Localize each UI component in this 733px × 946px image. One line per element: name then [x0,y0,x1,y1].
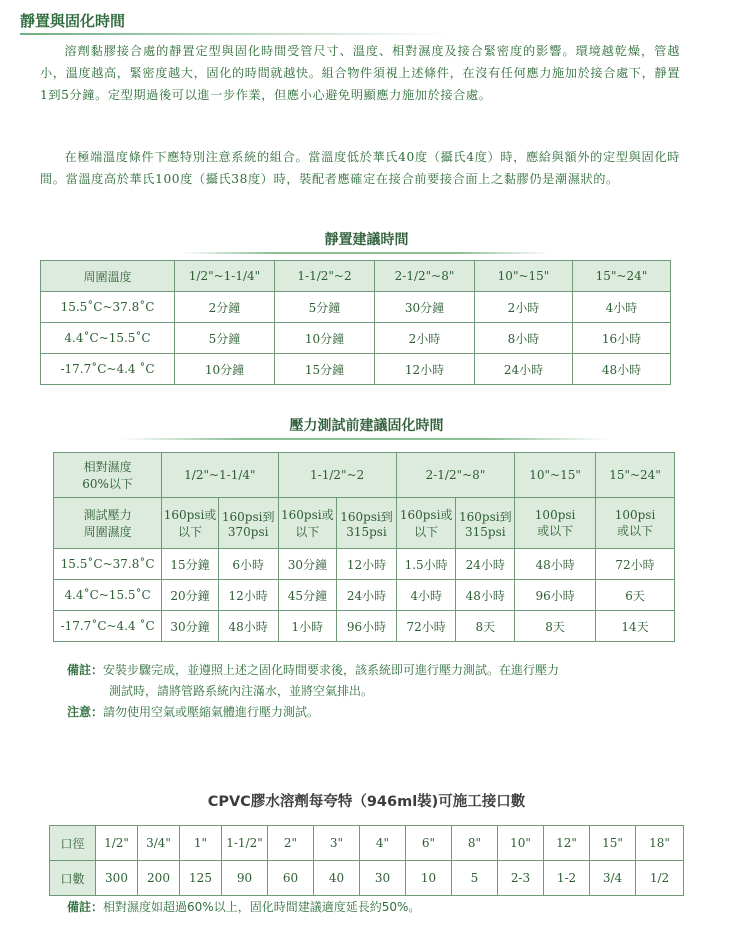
remark-note [67,660,687,723]
table2-cell: 48小時 [456,580,515,611]
table2-cell: 72小時 [396,611,456,642]
pressure-header: 160psi到 315psi [337,498,397,549]
size-cell: 4" [360,826,406,861]
table1-temp-cell: -17.7˚C~4.4 ˚C [41,354,175,385]
table2-cell: 30分鐘 [278,549,337,580]
table2-cell: 15分鐘 [162,549,219,580]
table2-temp-cell: 4.4˚C~15.5˚C [54,580,162,611]
page-heading: 靜置與固化時間 [20,12,126,30]
table3-title: CPVC膠水溶劑每夸特（946ml裝)可施工接口數 [207,794,526,810]
size-cell: 3/4" [138,826,180,861]
table3-size-row [50,826,684,861]
table2-size-header: 1-1/2"~2 [278,453,396,498]
table1-temp-cell: 15.5˚C~37.8˚C [41,292,175,323]
table1-cell: 5分鐘 [275,292,375,323]
bottom-note-label: 備註： [67,900,104,914]
size-cell: 18" [636,826,684,861]
size-cell: 12" [544,826,590,861]
table1-header-cell: 1/2"~1-1/4" [175,261,275,292]
count-label-cell: 口數 [50,861,96,896]
table2-cell: 20分鐘 [162,580,219,611]
size-cell: 1-1/2" [222,826,268,861]
table1-cell: 10分鐘 [175,354,275,385]
paragraph-1: 溶劑黏膠接合處的靜置定型與固化時間受管尺寸、溫度、相對濕度及接合緊密度的影響。環境越乾燥，管越小，溫度越高，緊密度越大，固化的時間就越快。組合物件須視上述條件，在沒有任何應力施加於接合處下，靜置1到5分鐘。定型期過後可以進一步作業，但應小心避免明顯應力施加於接合處。 [40,44,680,102]
table1-cell: 8小時 [475,323,573,354]
table1-header-cell: 15"~24" [573,261,671,292]
size-cell: 6" [406,826,452,861]
table1-cell: 5分鐘 [175,323,275,354]
table1-cell: 10分鐘 [275,323,375,354]
size-cell: 15" [590,826,636,861]
table2-cell: 1.5小時 [396,549,456,580]
table-row [41,323,671,354]
table2-size-header-row [54,453,675,498]
count-cell: 200 [138,861,180,896]
remark-line-2: 測試時，請將管路系統內注滿水，並將空氣排出。 [109,684,374,698]
table2-cell: 48小時 [515,549,596,580]
caution-label: 注意： [67,705,104,719]
table2-title-rule [120,438,610,440]
pressure-header: 160psi或 以下 [396,498,456,549]
table1-temp-cell: 4.4˚C~15.5˚C [41,323,175,354]
count-cell: 1-2 [544,861,590,896]
paragraph-2: 在極端溫度條件下應特別注意系統的組合。當溫度低於華氏40度（攝氏4度）時，應給與額外的定型與固化時間。當溫度高於華氏100度（攝氏38度）時，裝配者應確定在接合前要接合面上之黏膠仍是潮濕狀的。 [40,150,680,186]
bottom-note-text: 相對濕度如超過60%以上，固化時間建議適度延長約50%。 [103,900,421,914]
table1-header-cell: 2-1/2"~8" [375,261,475,292]
pressure-corner-cell: 測試壓力 周圍濕度 [54,498,162,549]
count-cell: 30 [360,861,406,896]
table2-size-header: 2-1/2"~8" [396,453,514,498]
count-cell: 40 [314,861,360,896]
table-row [54,549,675,580]
table2-cell: 45分鐘 [278,580,337,611]
setting-time-table [40,260,671,385]
size-cell: 10" [498,826,544,861]
pressure-header: 160psi或 以下 [162,498,219,549]
table2-title: 壓力測試前建議固化時間 [289,418,444,434]
count-cell: 3/4 [590,861,636,896]
table2-cell: 6小時 [218,549,278,580]
joints-per-quart-table [49,825,684,896]
table2-cell: 1小時 [278,611,337,642]
table2-temp-cell: 15.5˚C~37.8˚C [54,549,162,580]
pressure-header: 100psi 或以下 [596,498,675,549]
size-label-cell: 口徑 [50,826,96,861]
table2-cell: 24小時 [456,549,515,580]
table2-temp-cell: -17.7˚C~4.4 ˚C [54,611,162,642]
table2-cell: 72小時 [596,549,675,580]
table1-cell: 4小時 [573,292,671,323]
table1-header-cell: 1-1/2"~2 [275,261,375,292]
table1-cell: 24小時 [475,354,573,385]
table2-size-header: 15"~24" [596,453,675,498]
table2-cell: 96小時 [515,580,596,611]
table1-cell: 2小時 [475,292,573,323]
bottom-note [67,897,687,918]
table2-cell: 12小時 [218,580,278,611]
table3-count-row [50,861,684,896]
table1-header-cell: 10"~15" [475,261,573,292]
table2-cell: 8天 [515,611,596,642]
count-cell: 125 [180,861,222,896]
table-row [41,354,671,385]
size-cell: 8" [452,826,498,861]
pressure-header: 160psi到 370psi [218,498,278,549]
count-cell: 300 [96,861,138,896]
size-cell: 1/2" [96,826,138,861]
table2-cell: 48小時 [218,611,278,642]
table1-cell: 48小時 [573,354,671,385]
humidity-corner-cell: 相對濕度 60%以下 [54,453,162,498]
size-cell: 2" [268,826,314,861]
table2-size-header: 1/2"~1-1/4" [162,453,278,498]
cure-time-table [53,452,675,642]
heading-underline [20,33,450,35]
remark-line-1: 安裝步驟完成，並遵照上述之固化時間要求後，該系統即可進行壓力測試。在進行壓力 [103,663,560,677]
table2-cell: 8天 [456,611,515,642]
caution-text: 請勿使用空氣或壓縮氣體進行壓力測試。 [103,705,320,719]
remark-label: 備註： [67,663,104,677]
table2-cell: 24小時 [337,580,397,611]
count-cell: 5 [452,861,498,896]
pressure-header: 160psi或 以下 [278,498,337,549]
count-cell: 2-3 [498,861,544,896]
pressure-header: 100psi 或以下 [515,498,596,549]
table1-cell: 16小時 [573,323,671,354]
table1-cell: 2小時 [375,323,475,354]
size-cell: 3" [314,826,360,861]
table2-cell: 14天 [596,611,675,642]
size-cell: 1" [180,826,222,861]
table2-cell: 30分鐘 [162,611,219,642]
table1-header-cell: 周圍溫度 [41,261,175,292]
table-row [54,611,675,642]
table2-cell: 4小時 [396,580,456,611]
table1-title: 靜置建議時間 [324,232,409,248]
table2-cell: 6天 [596,580,675,611]
count-cell: 1/2 [636,861,684,896]
table2-size-header: 10"~15" [515,453,596,498]
table2-cell: 96小時 [337,611,397,642]
pressure-header: 160psi到 315psi [456,498,515,549]
table2-cell: 12小時 [337,549,397,580]
table1-title-rule [180,252,550,254]
count-cell: 90 [222,861,268,896]
table1-cell: 2分鐘 [175,292,275,323]
table1-cell: 15分鐘 [275,354,375,385]
table1-header-row [41,261,671,292]
table1-cell: 30分鐘 [375,292,475,323]
table2-pressure-header-row [54,498,675,549]
table-row [54,580,675,611]
table1-cell: 12小時 [375,354,475,385]
count-cell: 10 [406,861,452,896]
count-cell: 60 [268,861,314,896]
table-row [41,292,671,323]
